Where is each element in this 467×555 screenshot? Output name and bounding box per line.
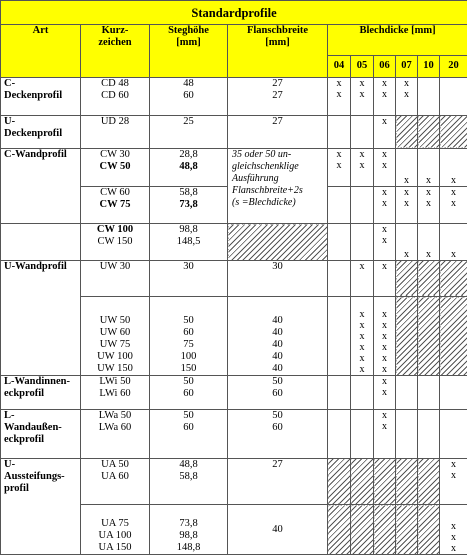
mark-cell: x x xyxy=(374,376,396,409)
header-steghoehe: Steghöhe [mm] xyxy=(150,25,228,78)
thickness-05: 05 xyxy=(351,55,374,77)
header-art: Art xyxy=(1,25,81,78)
flansch-cell: 27 xyxy=(228,115,328,148)
flansch-cell: 27 27 xyxy=(228,78,328,116)
steg-cell: 30 xyxy=(150,260,228,297)
hatched-cell xyxy=(351,458,374,505)
steg-cell: 48,8 58,8 xyxy=(150,458,228,505)
table-title: Standardprofile xyxy=(1,1,467,25)
mark-cell: x xyxy=(396,149,418,187)
steg-cell: 73,8 98,8 148,8 xyxy=(150,505,228,555)
table-row xyxy=(1,260,467,297)
mark-cell: x xyxy=(418,224,440,261)
steg-cell: 25 xyxy=(150,115,228,148)
flansch-cell: 50 60 xyxy=(228,376,328,409)
mark-cell: x x xyxy=(374,149,396,187)
art-cell: L-Wandinnen- eckprofil xyxy=(1,376,81,409)
header-flanschbreite: Flanschbreite [mm] xyxy=(228,25,328,78)
table-row xyxy=(1,409,467,458)
hatched-cell xyxy=(328,505,351,555)
steg-cell: 28,8 48,8 xyxy=(150,149,228,187)
empty-cell xyxy=(1,224,81,261)
empty-cell xyxy=(440,78,467,116)
steg-cell: 50 60 xyxy=(150,376,228,409)
empty-cell xyxy=(440,409,467,458)
empty-cell xyxy=(351,376,374,409)
steg-cell: 48 60 xyxy=(150,78,228,116)
header-blechdicke: Blechdicke [mm] xyxy=(328,25,467,55)
empty-cell xyxy=(328,376,351,409)
art-cell: L- Wandaußen- eckprofil xyxy=(1,409,81,458)
empty-cell xyxy=(351,224,374,261)
hatched-cell xyxy=(440,260,467,297)
empty-cell xyxy=(440,376,467,409)
steg-cell: 50 60 75 100 150 xyxy=(150,297,228,376)
hatched-cell xyxy=(228,224,328,261)
mark-cell: x x xyxy=(418,186,440,224)
hatched-cell xyxy=(418,115,440,148)
hatched-cell xyxy=(418,458,440,505)
kurz-cell: CW 30 CW 50 xyxy=(81,149,150,187)
art-cell: C-Wandprofil xyxy=(1,149,81,224)
hatched-cell xyxy=(418,505,440,555)
flansch-cell: 40 xyxy=(228,505,328,555)
mark-cell: x x xyxy=(374,224,396,261)
mark-cell: x xyxy=(440,224,467,261)
empty-cell xyxy=(418,376,440,409)
kurz-cell: CW 100 CW 150 xyxy=(81,224,150,261)
thickness-10: 10 xyxy=(418,55,440,77)
kurz-cell: UD 28 xyxy=(81,115,150,148)
empty-cell xyxy=(418,409,440,458)
flansch-cell: 50 60 xyxy=(228,409,328,458)
mark-cell: x xyxy=(351,260,374,297)
table-row xyxy=(1,78,467,116)
empty-cell xyxy=(328,409,351,458)
flansch-cell: 30 xyxy=(228,260,328,297)
empty-cell xyxy=(396,409,418,458)
thickness-06: 06 xyxy=(374,55,396,77)
mark-cell: x x xyxy=(374,409,396,458)
kurz-cell: CD 48 CD 60 xyxy=(81,78,150,116)
empty-cell xyxy=(351,186,374,224)
hatched-cell xyxy=(396,505,418,555)
table-row xyxy=(1,115,467,148)
kurz-cell: CW 60 CW 75 xyxy=(81,186,150,224)
art-cell: U- Aussteifungs- profil xyxy=(1,458,81,555)
mark-cell: x x x x x x xyxy=(351,297,374,376)
kurz-cell: LWa 50 LWa 60 xyxy=(81,409,150,458)
kurz-cell: UW 50 UW 60 UW 75 UW 100 UW 150 xyxy=(81,297,150,376)
hatched-cell xyxy=(328,458,351,505)
empty-cell xyxy=(328,115,351,148)
table-row xyxy=(1,149,467,187)
flansch-cell: 40 40 40 40 40 xyxy=(228,297,328,376)
mark-cell: x x xyxy=(374,78,396,116)
empty-cell xyxy=(328,186,351,224)
mark-cell: x x xyxy=(440,186,467,224)
mark-cell: x x xyxy=(328,78,351,116)
mark-cell: x x xyxy=(328,149,351,187)
table-row xyxy=(1,458,467,505)
mark-cell: x xyxy=(374,115,396,148)
table-row xyxy=(1,376,467,409)
thickness-20: 20 xyxy=(440,55,467,77)
kurz-cell: UA 50 UA 60 xyxy=(81,458,150,505)
mark-cell: x x xyxy=(396,186,418,224)
thickness-07: 07 xyxy=(396,55,418,77)
mark-cell: x xyxy=(396,224,418,261)
kurz-cell: UW 30 xyxy=(81,260,150,297)
hatched-cell xyxy=(396,297,418,376)
empty-cell xyxy=(351,409,374,458)
steg-cell: 50 60 xyxy=(150,409,228,458)
hatched-cell xyxy=(396,115,418,148)
mark-cell: x x xyxy=(440,458,467,505)
table-row xyxy=(1,224,467,261)
kurz-cell: UA 75 UA 100 UA 150 xyxy=(81,505,150,555)
empty-cell xyxy=(328,297,351,376)
mark-cell: x x xyxy=(351,78,374,116)
hatched-cell xyxy=(351,505,374,555)
header-kurzzeichen: Kurz- zeichen xyxy=(81,25,150,78)
thickness-04: 04 xyxy=(328,55,351,77)
mark-cell: x x xyxy=(396,78,418,116)
art-cell: U-Wandprofil xyxy=(1,260,81,376)
empty-cell xyxy=(396,376,418,409)
mark-cell: x xyxy=(440,149,467,187)
steg-cell: 58,8 73,8 xyxy=(150,186,228,224)
empty-cell xyxy=(418,78,440,116)
hatched-cell xyxy=(440,297,467,376)
hatched-cell xyxy=(396,458,418,505)
art-cell: U- Deckenprofil xyxy=(1,115,81,148)
hatched-cell xyxy=(440,115,467,148)
steg-cell: 98,8 148,5 xyxy=(150,224,228,261)
mark-cell: x xyxy=(418,149,440,187)
empty-cell xyxy=(351,115,374,148)
hatched-cell xyxy=(374,458,396,505)
art-cell: C- Deckenprofil xyxy=(1,78,81,116)
kurz-cell: LWi 50 LWi 60 xyxy=(81,376,150,409)
empty-cell xyxy=(328,224,351,261)
mark-cell: x x xyxy=(374,186,396,224)
mark-cell: x xyxy=(374,260,396,297)
hatched-cell xyxy=(396,260,418,297)
flansch-note: 35 oder 50 un- gleichschenklige Ausführung Flanschbreite+2s (s =Blechdicke) xyxy=(228,149,328,224)
hatched-cell xyxy=(418,297,440,376)
mark-cell: x x x x x x xyxy=(374,297,396,376)
hatched-cell xyxy=(374,505,396,555)
flansch-cell: 27 xyxy=(228,458,328,505)
mark-cell: x x x xyxy=(440,505,467,555)
empty-cell xyxy=(328,260,351,297)
mark-cell: x x xyxy=(351,149,374,187)
hatched-cell xyxy=(418,260,440,297)
